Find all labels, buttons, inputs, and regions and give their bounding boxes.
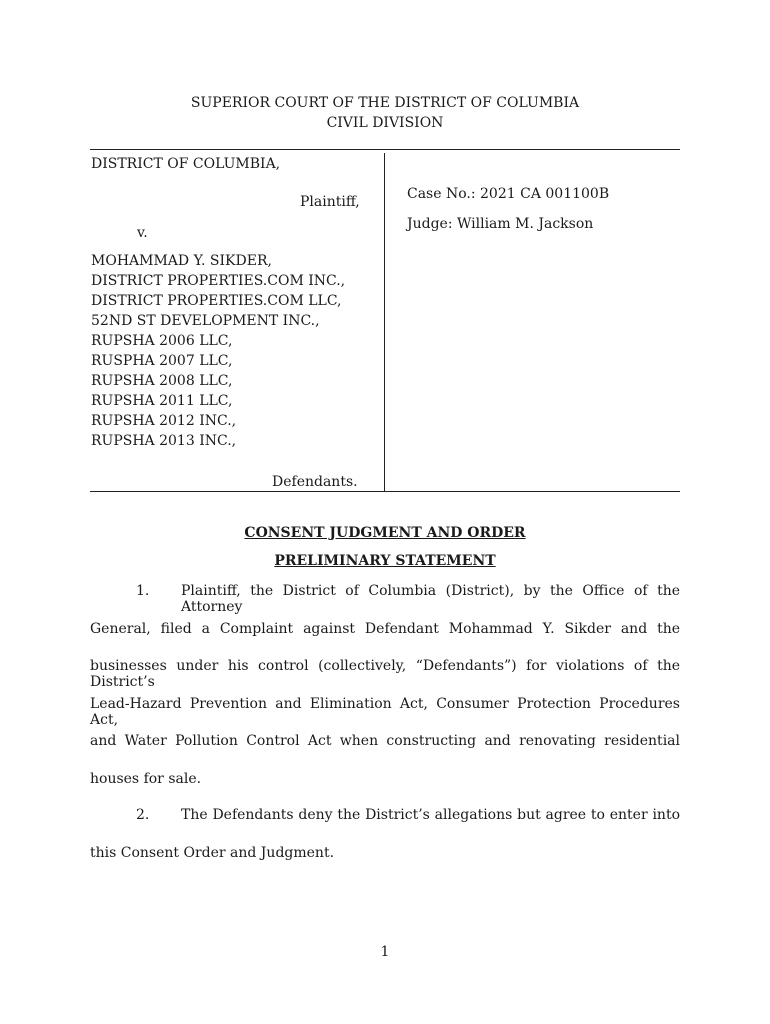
defendant-name: RUSPHA 2007 LLC, (91, 353, 233, 369)
defendant-name: RUPSHA 2008 LLC, (91, 373, 233, 389)
court-division: CIVIL DIVISION (326, 115, 444, 131)
page-number: 1 (380, 944, 390, 960)
defendant-name: MOHAMMAD Y. SIKDER, (91, 253, 272, 269)
paragraph-line: Lead-Hazard Prevention and Elimination Act, Consumer Protection Procedures Act, (90, 695, 680, 728)
paragraph-number: 1. (136, 583, 150, 599)
section-title: PRELIMINARY STATEMENT (274, 553, 496, 569)
defendant-name: RUPSHA 2006 LLC, (91, 333, 233, 349)
defendants-label: Defendants. (272, 474, 358, 490)
caption-top-rule (90, 149, 680, 150)
versus-label: v. (137, 225, 148, 241)
defendant-name: RUPSHA 2012 INC., (91, 413, 237, 429)
paragraph-line: houses for sale. (90, 770, 202, 787)
paragraph-line: businesses under his control (collectively, “Defendants”) for violations of the District’s (90, 658, 680, 690)
paragraph-number: 2. (136, 807, 150, 823)
defendant-name: DISTRICT PROPERTIES.COM INC., (91, 273, 346, 289)
paragraph-line: Plaintiff, the District of Columbia (District), by the Office of the Attorney (181, 583, 680, 615)
court-name: SUPERIOR COURT OF THE DISTRICT OF COLUMBIA (190, 95, 580, 111)
paragraph-line: this Consent Order and Judgment. (90, 844, 335, 861)
caption-bottom-rule (90, 491, 680, 492)
plaintiff-name: DISTRICT OF COLUMBIA, (91, 156, 281, 172)
document-title: CONSENT JUDGMENT AND ORDER (244, 525, 526, 541)
paragraph-line: and Water Pollution Control Act when constructing and renovating residential (90, 733, 680, 749)
judge-name: Judge: William M. Jackson (407, 216, 594, 232)
defendant-name: 52ND ST DEVELOPMENT INC., (91, 313, 320, 329)
defendant-name: DISTRICT PROPERTIES.COM LLC, (91, 293, 342, 309)
defendant-name: RUPSHA 2011 LLC, (91, 393, 233, 409)
case-number: Case No.: 2021 CA 001100B (407, 186, 610, 202)
paragraph-line: The Defendants deny the District’s allegations but agree to enter into (181, 807, 680, 823)
defendant-name: RUPSHA 2013 INC., (91, 433, 237, 449)
paragraph-line: General, filed a Complaint against Defendant Mohammad Y. Sikder and the (90, 620, 680, 637)
caption-divider (384, 153, 385, 492)
plaintiff-label: Plaintiff, (300, 194, 360, 210)
